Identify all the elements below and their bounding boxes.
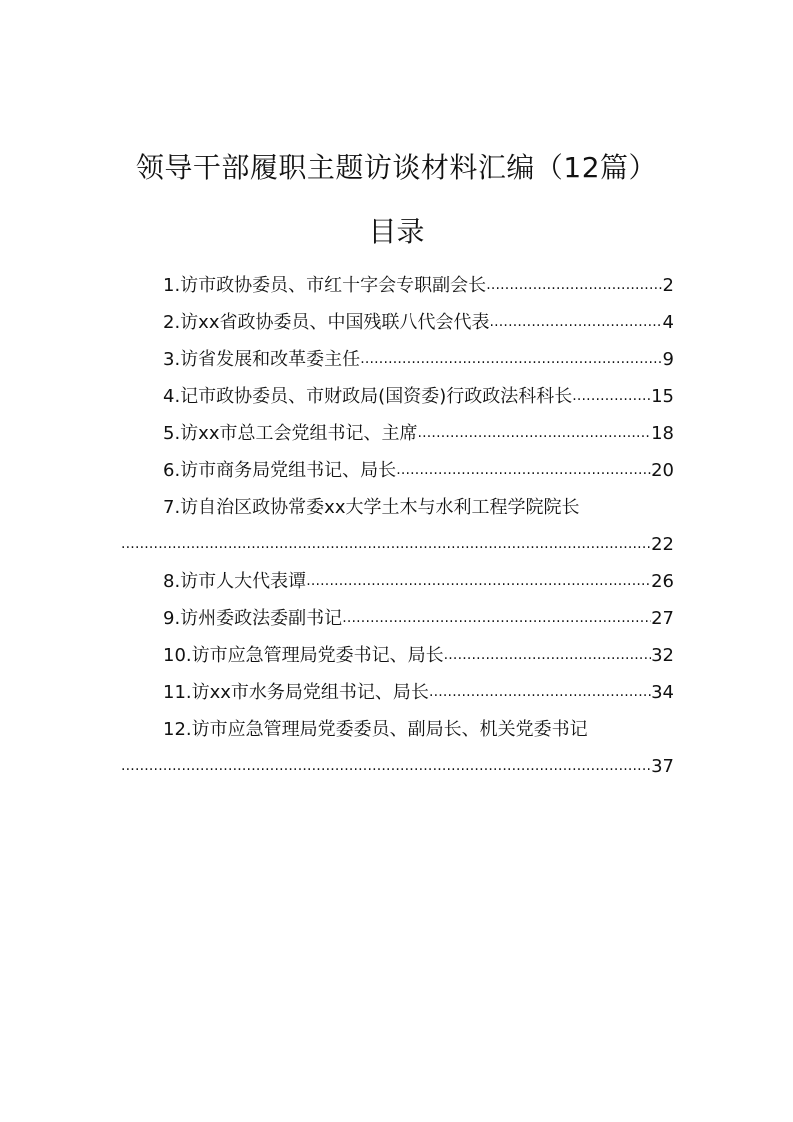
dot-leader — [396, 452, 651, 489]
toc-entry[interactable] — [121, 711, 674, 785]
toc-entry-title: 12.访市应急管理局党委委员、副局长、机关党委书记 — [163, 719, 588, 740]
toc-page-number: 34 — [651, 682, 674, 703]
dot-leader — [342, 600, 651, 637]
dot-leader — [306, 563, 651, 600]
toc-page-number: 26 — [651, 571, 674, 592]
dot-leader — [486, 267, 662, 304]
toc-entry-title: 2.访xx省政协委员、中国残联八代会代表 — [163, 312, 490, 333]
toc-entry-title: 10.访市应急管理局党委书记、局长 — [163, 645, 444, 666]
toc-entry[interactable] — [121, 341, 674, 378]
toc-entry-title: 5.访xx市总工会党组书记、主席 — [163, 423, 418, 444]
toc-entry-title: 9.访州委政法委副书记 — [163, 608, 343, 629]
toc-entry[interactable] — [121, 637, 674, 674]
toc-page-number: 15 — [651, 386, 674, 407]
toc-entry-title: 11.访xx市水务局党组书记、局长 — [163, 682, 429, 703]
dot-leader — [121, 748, 651, 785]
dot-leader — [489, 304, 662, 341]
toc-entry[interactable] — [121, 600, 674, 637]
toc-page-number: 32 — [651, 645, 674, 666]
toc-entry[interactable] — [121, 452, 674, 489]
toc-entry[interactable] — [121, 415, 674, 452]
dot-leader — [572, 378, 651, 415]
toc-entry-title: 3.访省发展和改革委主任 — [163, 349, 361, 370]
toc-entry[interactable] — [121, 489, 674, 563]
toc-entry[interactable] — [121, 563, 674, 600]
table-of-contents — [121, 267, 674, 785]
document-title: 领导干部履职主题访谈材料汇编（12篇） — [135, 151, 658, 184]
dot-leader — [360, 341, 662, 378]
toc-entry[interactable] — [121, 378, 674, 415]
toc-page-number: 18 — [651, 423, 674, 444]
dot-leader — [444, 637, 651, 674]
dot-leader — [417, 415, 651, 452]
toc-page-number: 4 — [662, 312, 674, 333]
toc-entry[interactable] — [121, 674, 674, 711]
toc-page-number: 9 — [662, 349, 674, 370]
dot-leader — [429, 674, 651, 711]
toc-entry-title: 6.访市商务局党组书记、局长 — [163, 460, 397, 481]
toc-page-number: 27 — [651, 608, 674, 629]
toc-page-number: 2 — [662, 275, 674, 296]
toc-entry[interactable] — [121, 304, 674, 341]
toc-heading: 目录 — [368, 215, 425, 248]
toc-entry[interactable] — [121, 267, 674, 304]
toc-entry-title: 1.访市政协委员、市红十字会专职副会长 — [163, 275, 487, 296]
toc-entry-title: 8.访市人大代表谭 — [163, 571, 307, 592]
toc-page-number: 22 — [651, 534, 674, 555]
toc-entry-title: 7.访自治区政协常委xx大学土木与水利工程学院院长 — [163, 497, 580, 518]
toc-page-number: 20 — [651, 460, 674, 481]
toc-entry-title: 4.记市政协委员、市财政局(国资委)行政政法科科长 — [163, 386, 573, 407]
toc-page-number: 37 — [651, 756, 674, 777]
dot-leader — [121, 526, 651, 563]
